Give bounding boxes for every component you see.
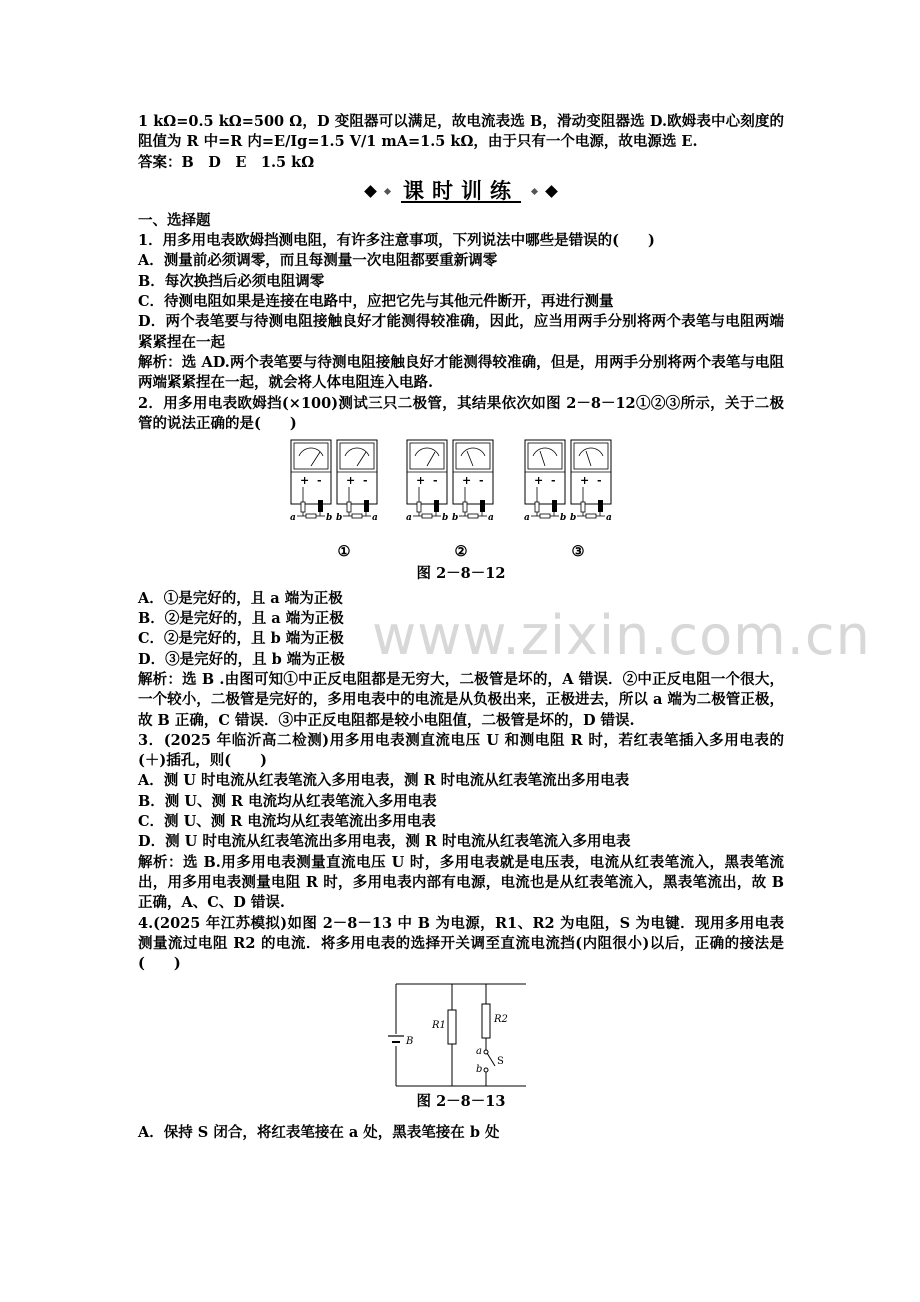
q1-stem: 1．用多用电表欧姆挡测电阻，有许多注意事项，下列说法中哪些是错误的( )	[138, 232, 655, 250]
svg-text:-: -	[433, 474, 438, 488]
svg-text:-: -	[479, 474, 484, 488]
q1-option: D．两个表笔要与待测电阻接触良好才能测得较准确，因此，应当用两手分别将两个表笔与电阻两端紧紧捏在一起	[138, 313, 784, 351]
svg-text:-: -	[597, 474, 602, 488]
q3-stem: 3．(2025 年临沂高二检测)用多用电表测直流电压 U 和测电阻 R 时，若红表笔插入多用电表的(＋)插孔，则( )	[138, 731, 784, 770]
svg-text:b: b	[452, 513, 459, 524]
svg-text:+: +	[580, 474, 590, 488]
terminal-b-label: b	[476, 1064, 483, 1076]
svg-text:a: a	[606, 513, 612, 524]
svg-text:+: +	[534, 474, 544, 488]
q3-option: A．测 U 时电流从红表笔流入多用电表，测 R 时电流从红表笔流出多用电表	[138, 772, 630, 790]
terminal-a-label: a	[476, 1046, 482, 1058]
figure-label-1: ①	[337, 543, 351, 561]
svg-text:+: +	[416, 474, 426, 488]
figure-label-2: ②	[454, 543, 468, 561]
figure-caption: 图 2－8－12	[416, 565, 506, 583]
r2-label: R2	[494, 1014, 508, 1026]
svg-text:a: a	[290, 513, 296, 524]
q1-option: A．测量前必须调零，而且每测量一次电阻都要重新调零	[138, 252, 498, 270]
q2-stem: 2．用多用电表欧姆挡(×100)测试三只二极管，其结果依次如图 2－8－12①②③所示，关于二极管的说法正确的是( )	[138, 394, 784, 432]
q2-option: B．②是完好的，且 a 端为正极	[138, 610, 344, 628]
diamond-icon	[384, 188, 391, 195]
switch-label: S	[497, 1056, 504, 1068]
svg-text:b: b	[326, 513, 333, 524]
figure-caption: 图 2－8－13	[416, 1093, 506, 1111]
svg-text:a: a	[406, 513, 412, 524]
figure-2-8-12	[138, 440, 784, 544]
svg-text:b: b	[570, 513, 577, 524]
svg-text:a: a	[372, 513, 378, 524]
svg-text:-: -	[363, 474, 368, 488]
svg-text:-: -	[551, 474, 556, 488]
diamond-icon	[531, 188, 538, 195]
meter-pair-2	[407, 440, 493, 504]
q3-analysis: 解析：选 B.用多用电表测量直流电压 U 时，多用电表就是电压表，电流从红表笔流入，黑表笔流出，用多用电表测量电阻 R 时，多用电表内部有电源，电流也是从红表笔流入，黑表笔流出，故 B 正确，A、C、D 错误.	[138, 853, 784, 912]
svg-text:-: -	[317, 474, 322, 488]
banner-title: 课时训练	[403, 177, 519, 203]
figure-2-8-13	[138, 980, 784, 1090]
q1-option: C．待测电阻如果是连接在电路中，应把它先与其他元件断开，再进行测量	[138, 293, 614, 311]
svg-text:b: b	[336, 513, 343, 524]
q4-option: A．保持 S 闭合，将红表笔接在 a 处，黑表笔接在 b 处	[138, 1123, 500, 1141]
document-page	[138, 112, 784, 1143]
svg-text:+: +	[300, 474, 310, 488]
meter-pair-1	[291, 440, 377, 504]
q2-option: A．①是完好的，且 a 端为正极	[138, 589, 343, 607]
q3-option: B．测 U、测 R 电流均从红表笔流入多用电表	[138, 792, 437, 810]
svg-text:b: b	[560, 513, 567, 524]
section-banner	[138, 175, 784, 209]
meter-pair-3	[525, 440, 611, 504]
diamond-icon	[545, 186, 558, 199]
svg-text:b: b	[442, 513, 449, 524]
section-heading: 一、选择题	[138, 211, 211, 229]
q4-stem: 4.(2025 年江苏模拟)如图 2－8－13 中 B 为电源，R1、R2 为电阻，S 为电键．现用多用电表测量流过电阻 R2 的电流．将多用电表的选择开关调至直流电流挡(内阻很小)以后，正确的接法是( )	[138, 914, 784, 973]
svg-text:+: +	[462, 474, 472, 488]
r1-label: R1	[432, 1020, 446, 1032]
q2-analysis: 解析：选 B .由图可知①中正反电阻都是无穷大，二极管是坏的，A 错误．②中正反电阻一个很大，一个较小，二极管是完好的，多用电表中的电流是从负极出来，正极进去，所以 a 端为二极管正极，故 B 正确，C 错误．③中正反电阻都是较小电阻值，二极管是坏的，D 错误.	[138, 670, 784, 729]
svg-text:a: a	[524, 513, 530, 524]
diamond-icon	[364, 186, 377, 199]
figure-label-3: ③	[571, 543, 585, 561]
q1-option: B．每次换挡后必须电阻调零	[138, 272, 325, 290]
watermark: www.zixin.com.cn	[372, 604, 871, 667]
q1-analysis: 解析：选 AD.两个表笔要与待测电阻接触良好才能测得较准确，但是，用两手分别将两个表笔与电阻两端紧紧捏在一起，就会将人体电阻连入电路.	[138, 353, 784, 392]
q2-option: C．②是完好的，且 b 端为正极	[138, 630, 344, 648]
battery-label: B	[406, 1036, 414, 1048]
intro-text: 1 kΩ=0.5 kΩ=500 Ω，D 变阻器可以满足，故电流表选 B，滑动变阻器选 D.欧姆表中心刻度的阻值为 R 中=R 内=E/Ig=1.5 V/1 mA=1.5 kΩ，由于只有一个电源，故电源选 E.	[138, 113, 784, 151]
q2-option: D．③是完好的，且 b 端为正极	[138, 650, 345, 668]
svg-text:a: a	[488, 513, 494, 524]
q3-option: C．测 U、测 R 电流均从红表笔流出多用电表	[138, 813, 436, 831]
svg-text:+: +	[346, 474, 356, 488]
intro-answer: 答案：B D E 1.5 kΩ	[138, 153, 315, 171]
q3-option: D．测 U 时电流从红表笔流出多用电表，测 R 时电流从红表笔流入多用电表	[138, 833, 631, 851]
